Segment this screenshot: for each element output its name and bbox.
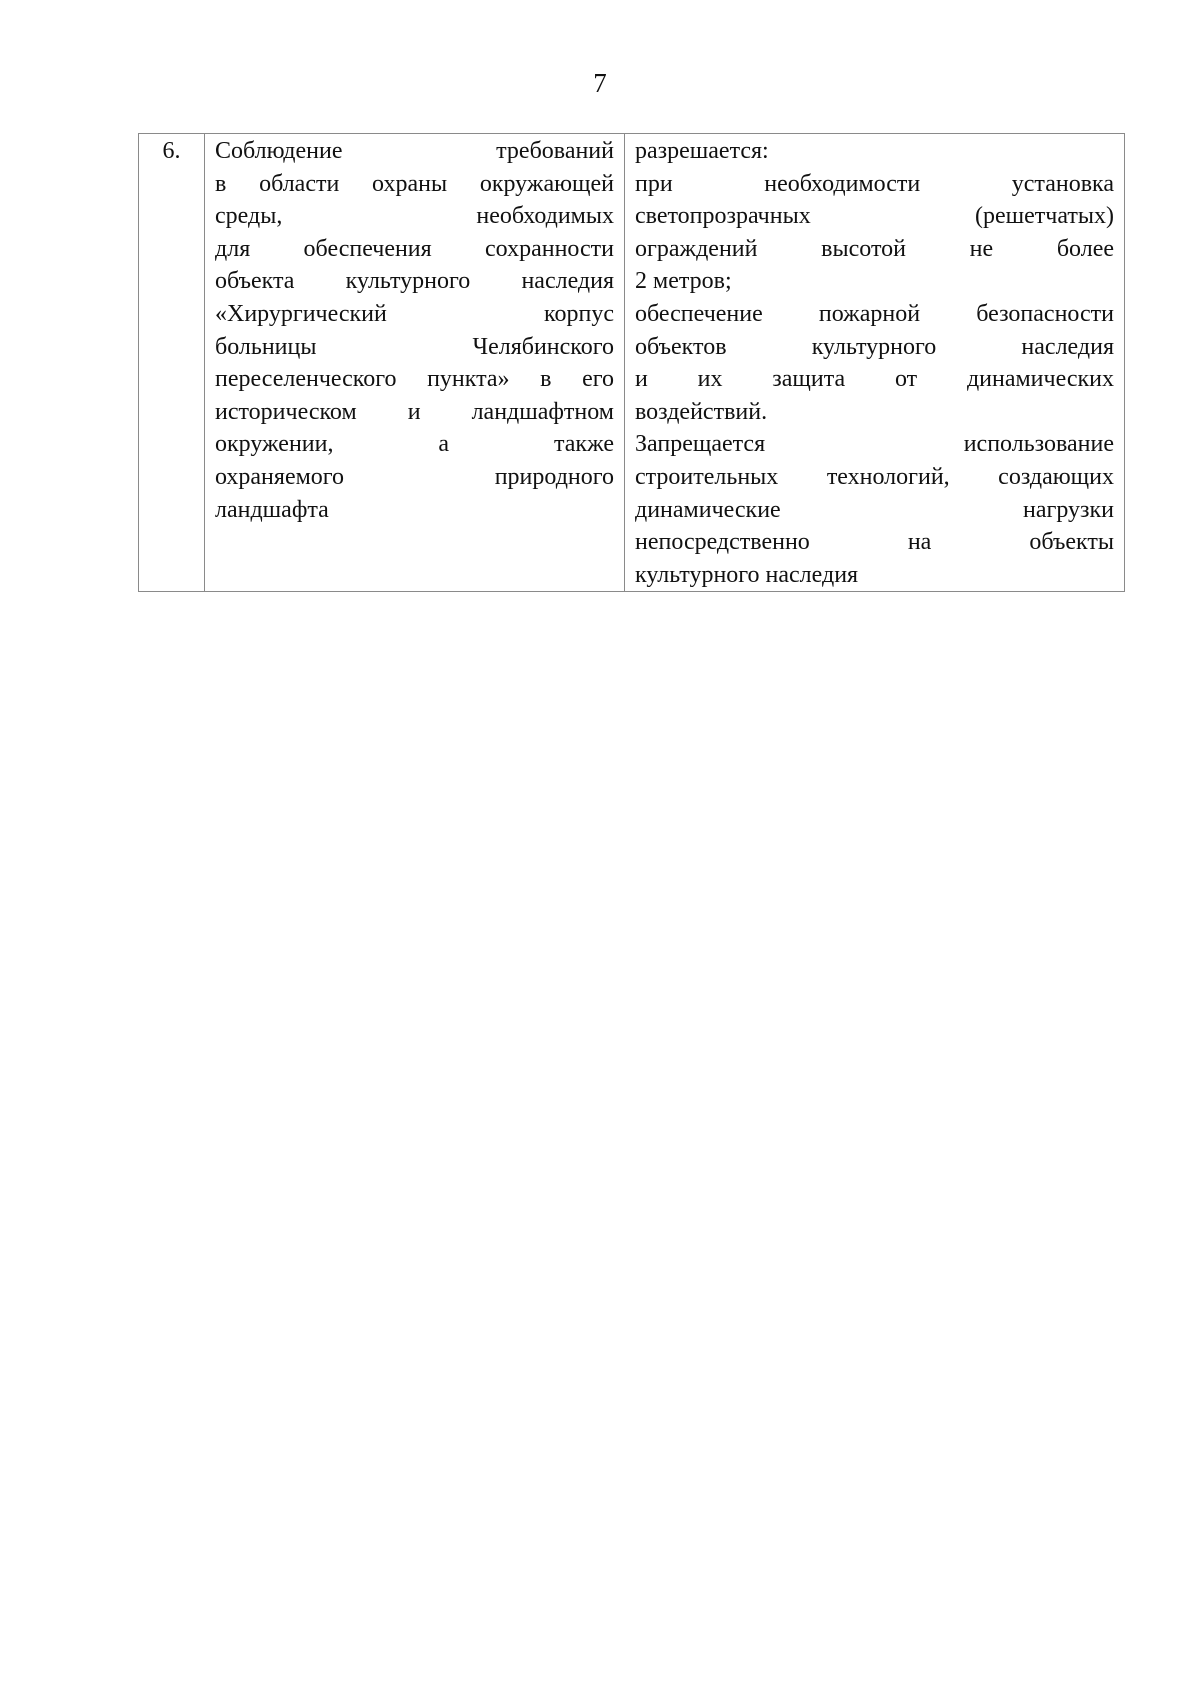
regulation-line: культурного наследия <box>635 561 859 588</box>
regulation-line: динамические нагрузки <box>635 496 1114 523</box>
regulations-table <box>138 133 1125 592</box>
requirement-cell <box>205 134 625 592</box>
requirement-line: охраняемого природного <box>215 463 614 490</box>
requirement-line: переселенческого пункта» в его <box>215 366 614 393</box>
page-number: 7 <box>593 68 607 98</box>
regulation-line: светопрозрачных (решетчатых) <box>635 203 1114 230</box>
row-number: 6. <box>139 134 205 592</box>
requirement-line: для обеспечения сохранности <box>215 235 614 262</box>
regulation-line: воздействий. <box>635 398 768 425</box>
requirement-line: среды, необходимых <box>215 203 614 230</box>
regulation-line: непосредственно на объекты <box>635 529 1114 556</box>
requirement-line: «Хирургический корпус <box>215 300 614 327</box>
regulation-line: ограждений высотой не более <box>635 235 1114 262</box>
regulation-line: Запрещается использование <box>635 431 1114 458</box>
regulation-line: объектов культурного наследия <box>635 333 1114 360</box>
regulation-line: обеспечение пожарной безопасности <box>635 300 1114 327</box>
requirement-line: окружении, а также <box>215 431 614 458</box>
requirement-line: в области охраны окружающей <box>215 170 614 197</box>
regulation-cell <box>625 134 1125 592</box>
requirement-line: ландшафта <box>215 496 329 523</box>
requirement-line: больницы Челябинского <box>215 333 614 360</box>
regulation-line: 2 метров; <box>635 268 732 295</box>
regulation-line: разрешается: <box>635 138 769 164</box>
regulation-line: при необходимости установка <box>635 170 1114 197</box>
requirement-line: объекта культурного наследия <box>215 268 614 295</box>
regulation-line: строительных технологий, создающих <box>635 463 1114 490</box>
requirement-line: историческом и ландшафтном <box>215 398 614 425</box>
regulation-line: и их защита от динамических <box>635 366 1114 393</box>
table-row <box>139 134 1125 592</box>
requirement-line: Соблюдение требований <box>215 138 614 164</box>
